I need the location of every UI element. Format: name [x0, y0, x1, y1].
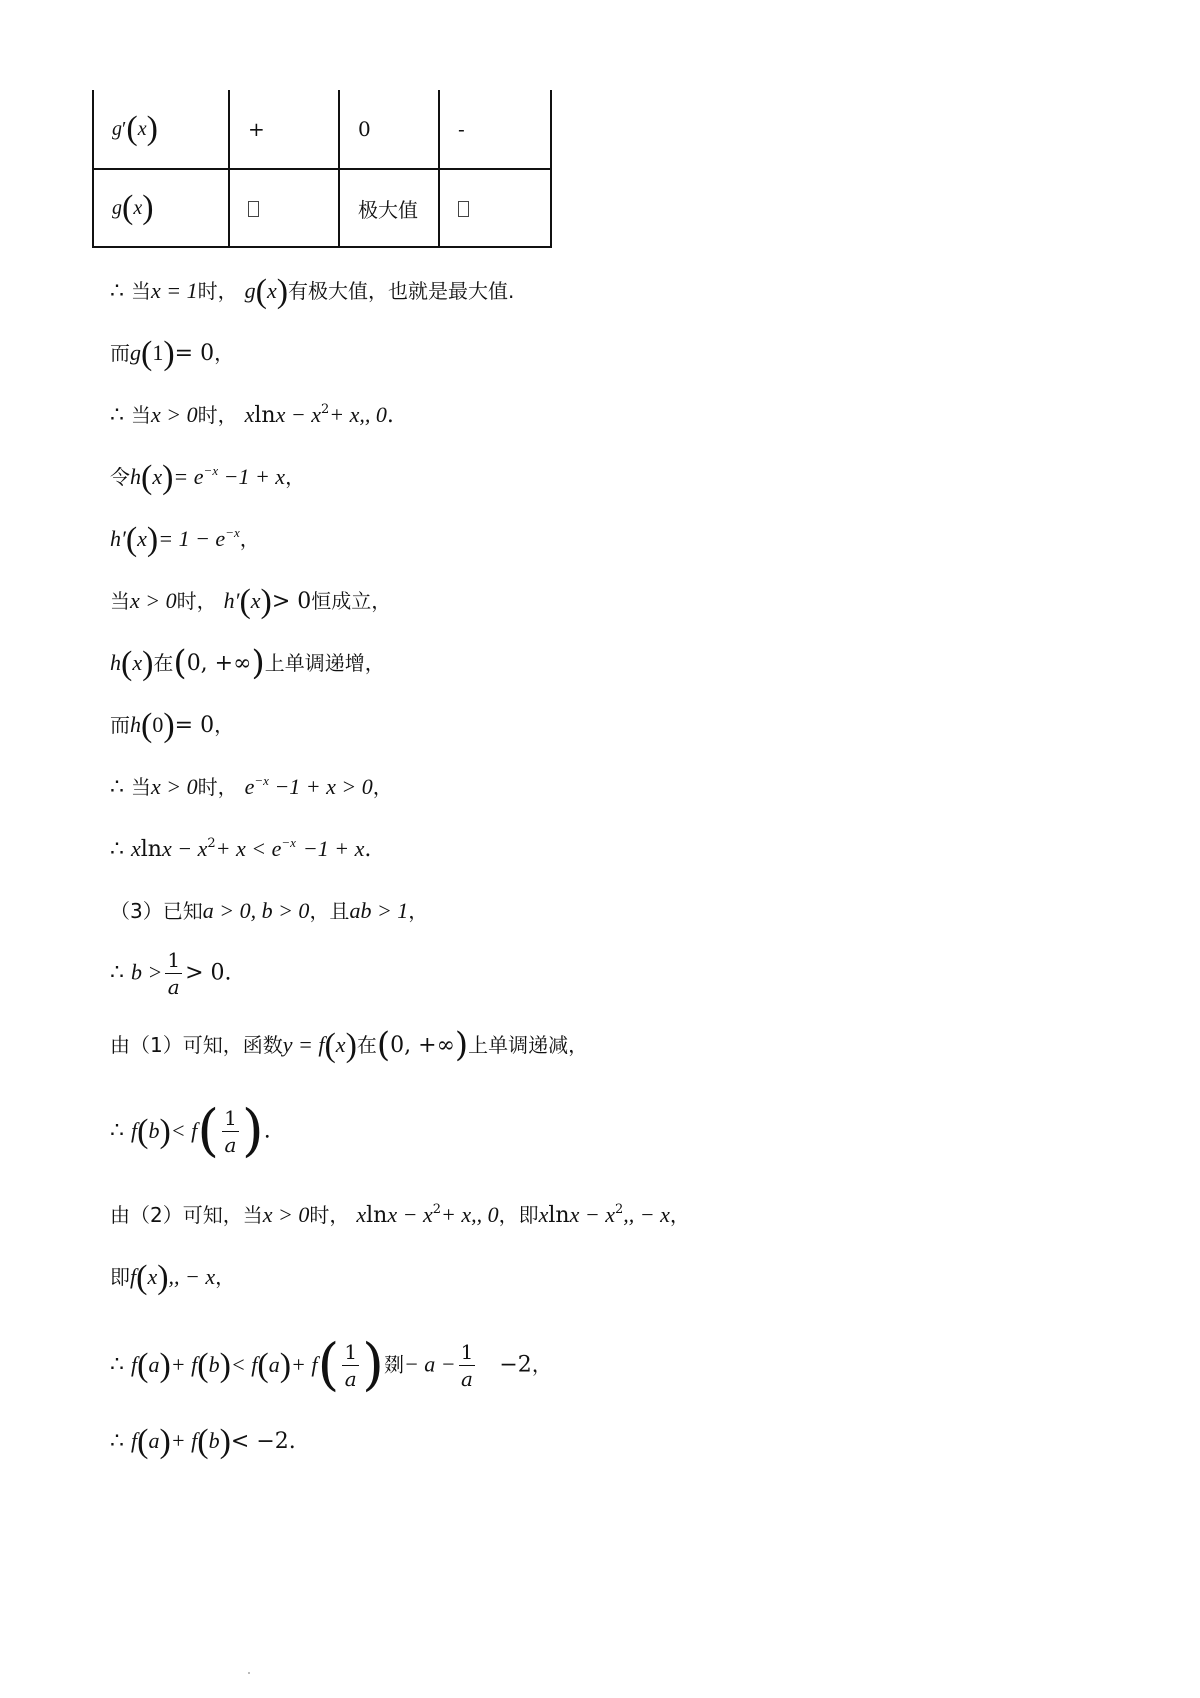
proof-line-17: ∴ f(a)+ f(b)< f(a)+ f( $\frac{1}{a}$ )剟− a − $\frac{1}{a}$ −2，: [110, 1332, 552, 1398]
proof-line-1: ∴ 当x = 1时， g(x)有极大值，也就是最大值.: [110, 273, 515, 310]
proof-line-4: 令$h(x)= e^{-x} -1 + x$，: [110, 459, 306, 496]
proof-line-9: ∴ 当x > 0时， $e^{-x} -1 + x > 0$，: [110, 773, 393, 800]
table-row: [93, 90, 551, 169]
table-cell: +: [229, 90, 339, 169]
proof-line-10: ∴ $xlnx - x^2+ x < e^{-x} -1 + x$.: [110, 835, 372, 862]
proof-line-18: ∴ f(a)+ f(b)< −2.: [110, 1423, 296, 1460]
table-cell: -: [439, 90, 551, 169]
proof-line-12: ∴ b > $\frac{1}{a}$ > 0.: [110, 948, 232, 999]
missing-glyph-icon: [248, 201, 259, 217]
table-row: [93, 169, 551, 247]
proof-line-5: $h'(x)= 1 - e^{-x}$，: [110, 521, 260, 558]
proof-line-6: 当x > 0时， h′(x)> 0恒成立，: [110, 583, 392, 620]
proof-line-14: ∴ f(b)< f( $\frac{1}{a}$ ).: [110, 1098, 271, 1164]
proof-line-3: ∴ 当x > 0时， $xlnx - x^2+ x$,, 0.: [110, 402, 394, 428]
table-cell: 极大值: [339, 169, 439, 247]
page-speck: [248, 1672, 250, 1674]
proof-line-15: 由（2）可知，当x > 0时， $xlnx - x^2+ x$,, 0，即$xlnx - x^2$,, − x，: [110, 1202, 690, 1228]
fraction: $\frac{1}{a}$: [167, 948, 181, 999]
table-cell-derivative-label: g′(x): [93, 90, 229, 169]
missing-glyph-icon: [458, 201, 469, 217]
fraction: $\frac{1}{a}$: [344, 1340, 358, 1391]
proof-line-16: 即f(x),, − x，: [110, 1259, 236, 1296]
table-cell-decreasing: [439, 169, 551, 247]
table-cell-increasing: [229, 169, 339, 247]
proof-line-7: h(x)在(0, +∞)上单调递增，: [110, 643, 385, 683]
fraction: $\frac{1}{a}$: [460, 1340, 474, 1391]
table-cell: 0: [339, 90, 439, 169]
sign-table: [92, 90, 552, 248]
proof-line-8: 而h(0)= 0，: [110, 707, 235, 744]
proof-line-13: 由（1）可知，函数y = f(x)在(0, +∞)上单调递减，: [110, 1025, 589, 1065]
fraction: $\frac{1}{a}$: [224, 1106, 237, 1157]
table-cell-function-label: g(x): [93, 169, 229, 247]
proof-line-11: （3）已知a > 0, b > 0，且ab > 1，: [110, 898, 429, 923]
proof-line-2: 而g(1)= 0，: [110, 335, 235, 372]
